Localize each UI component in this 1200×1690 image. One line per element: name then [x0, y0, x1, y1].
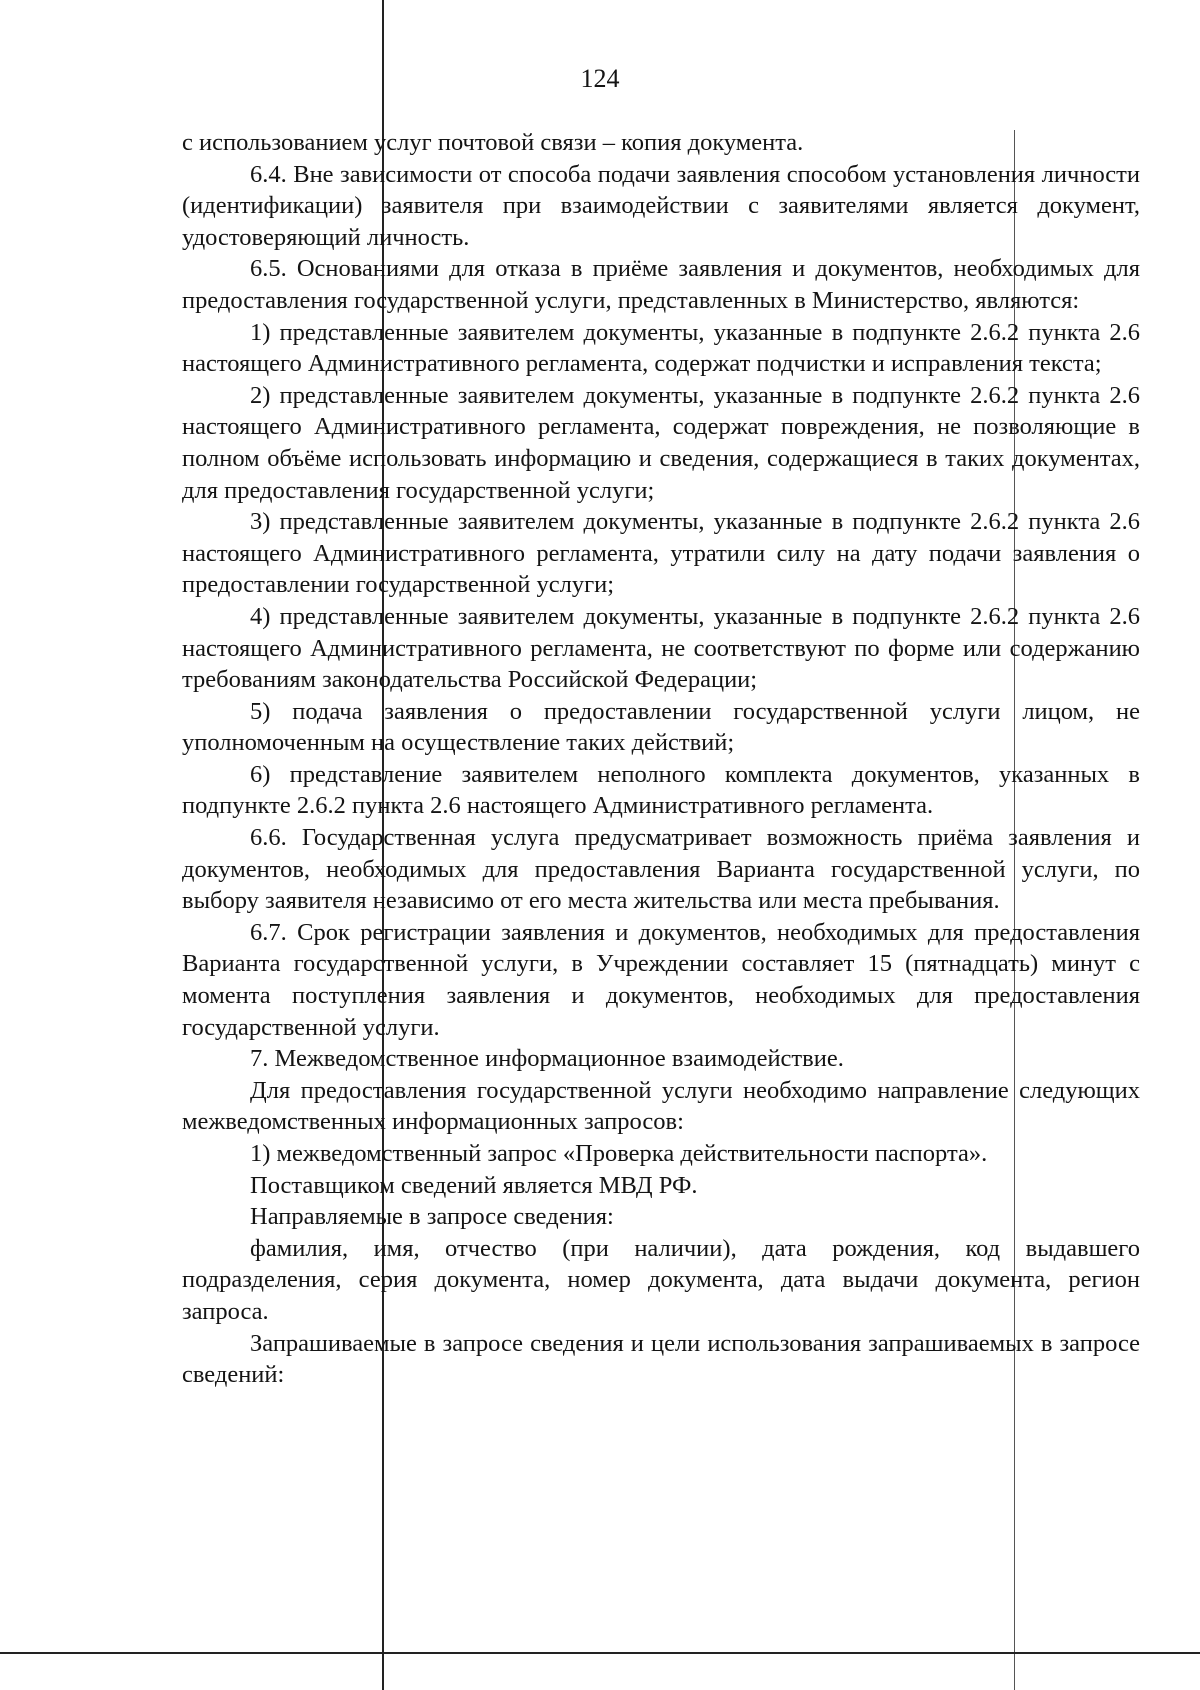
section-heading: 7. Межведомственное информационное взаимодействие.	[250, 1045, 844, 1073]
list-item: 6) представление заявителем неполного комплекта документов, указанных в подпункте 2.6.2 пункта 2.6 настоящего Административного регламента.	[182, 760, 1140, 820]
paragraph: 6.6. Государственная услуга предусматривает возможность приёма заявления и документов, необходимых для предоставления Варианта государственной услуги, по выбору заявителя независимо от его места жительства или места пребывания.	[182, 824, 1140, 915]
paragraph: Поставщиком сведений является МВД РФ.	[250, 1171, 698, 1199]
page-number: 124	[580, 64, 620, 93]
list-item: 3) представленные заявителем документы, указанные в подпункте 2.6.2 пункта 2.6 настоящего Административного регламента, утратили силу на дату подачи заявления о предоставлении государственной услуги;	[182, 508, 1140, 599]
paragraph: Для предоставления государственной услуги необходимо направление следующих межведомственных информационных запросов:	[182, 1076, 1140, 1136]
paragraph: 6.7. Срок регистрации заявления и документов, необходимых для предоставления Варианта государственной услуги, в Учреждении составляет 15 (пятнадцать) минут с момента поступления заявления и документов, необходимых для предоставления государственной услуги.	[182, 918, 1140, 1041]
paragraph: 6.4. Вне зависимости от способа подачи заявления способом установления личности (идентификации) заявителя при взаимодействии с заявителями является документ, удостоверяющий личность.	[182, 160, 1140, 251]
paragraph: с использованием услуг почтовой связи – копия документа.	[182, 129, 804, 156]
list-item: 1) представленные заявителем документы, указанные в подпункте 2.6.2 пункта 2.6 настоящего Административного регламента, содержат подчистки и исправления текста;	[182, 318, 1140, 378]
paragraph: Запрашиваемые в запросе сведения и цели использования запрашиваемых в запросе сведений:	[182, 1329, 1140, 1389]
list-item: 1) межведомственный запрос «Проверка действительности паспорта».	[250, 1140, 988, 1167]
list-item: 4) представленные заявителем документы, указанные в подпункте 2.6.2 пункта 2.6 настоящего Административного регламента, не соответствуют по форме или содержанию требованиям законодательства Российской Федерации;	[182, 602, 1140, 694]
paragraph: фамилия, имя, отчество (при наличии), дата рождения, код выдавшего подразделения, серия документа, номер документа, дата выдачи документа, регион запроса.	[182, 1234, 1140, 1325]
paragraph: Направляемые в запросе сведения:	[250, 1203, 614, 1231]
list-item: 2) представленные заявителем документы, указанные в подпункте 2.6.2 пункта 2.6 настоящего Административного регламента, содержат повреждения, не позволяющие в полном объёме использовать информацию и сведения, содержащиеся в таких документах, для предоставления государственной услуги;	[182, 381, 1140, 504]
list-item: 5) подача заявления о предоставлении государственной услуги лицом, не уполномоченным на осуществление таких действий;	[182, 697, 1140, 757]
scan-artifact-line	[0, 1652, 1200, 1654]
paragraph: 6.5. Основаниями для отказа в приёме заявления и документов, необходимых для предоставления государственной услуги, представленных в Министерство, являются:	[182, 255, 1140, 314]
document-body	[182, 127, 1140, 1391]
